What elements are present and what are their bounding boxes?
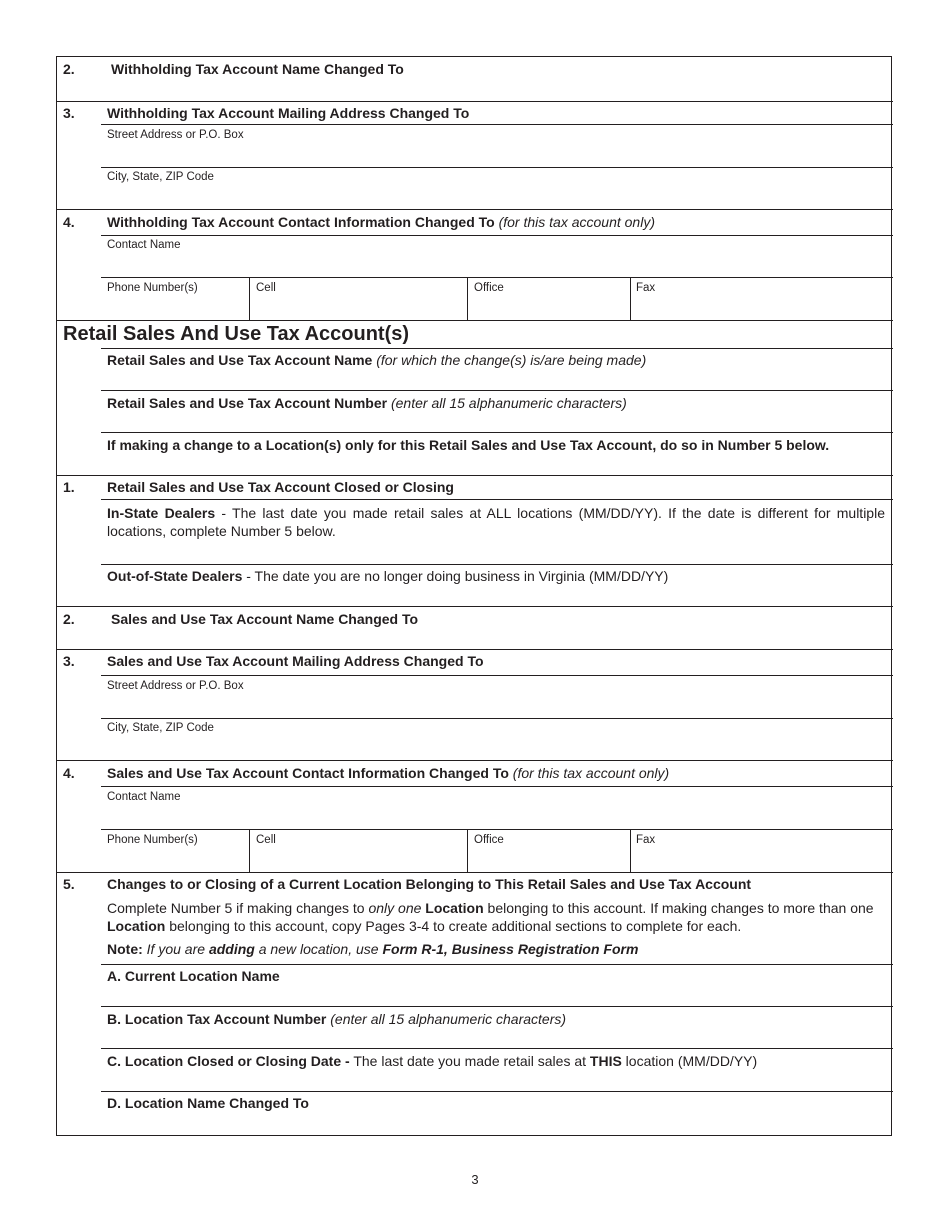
divider xyxy=(57,606,893,607)
phone-label: Phone Number(s) xyxy=(107,834,198,846)
cell-label: Cell xyxy=(256,282,276,294)
divider xyxy=(630,829,631,872)
divider xyxy=(467,277,468,320)
withholding-address-label: Withholding Tax Account Mailing Address Changed To xyxy=(107,105,470,121)
fax-label: Fax xyxy=(636,282,656,294)
retail-account-name-label: Retail Sales and Use Tax Account Name (for which the change(s) is/are being made) xyxy=(107,352,647,368)
retail-section-title: Retail Sales And Use Tax Account(s) xyxy=(63,323,410,345)
contact-name-label: Contact Name xyxy=(107,791,181,803)
divider xyxy=(101,786,893,787)
divider xyxy=(101,235,893,236)
sales-name-label: Sales and Use Tax Account Name Changed To xyxy=(111,611,419,627)
divider xyxy=(101,390,893,391)
divider xyxy=(249,277,250,320)
retail-account-number-label: Retail Sales and Use Tax Account Number (enter all 15 alphanumeric characters) xyxy=(107,395,627,411)
withholding-contact-label: Withholding Tax Account Contact Information Changed To (for this tax account only) xyxy=(107,214,655,230)
location-tax-number-label: B. Location Tax Account Number (enter all 15 alphanumeric characters) xyxy=(107,1011,567,1027)
current-location-name-label: A. Current Location Name xyxy=(107,968,280,984)
divider xyxy=(101,499,893,500)
item-number: 2. xyxy=(63,611,75,627)
cell-label: Cell xyxy=(256,834,276,846)
divider xyxy=(101,1048,893,1049)
item-number: 1. xyxy=(63,479,75,495)
city-field-label: City, State, ZIP Code xyxy=(107,171,214,183)
item-number: 3. xyxy=(63,105,75,121)
outstate-dealers-text: Out-of-State Dealers - The date you are no longer doing business in Virginia (MM/DD/YY) xyxy=(107,568,669,584)
divider xyxy=(101,167,893,168)
divider xyxy=(101,564,893,565)
location-changes-label: Changes to or Closing of a Current Location Belonging to This Retail Sales and Use Tax Account xyxy=(107,876,752,892)
divider xyxy=(101,1006,893,1007)
city-field-label: City, State, ZIP Code xyxy=(107,722,214,734)
divider xyxy=(101,718,893,719)
phone-label: Phone Number(s) xyxy=(107,282,198,294)
divider xyxy=(57,475,893,476)
item-number: 3. xyxy=(63,653,75,669)
form-page xyxy=(56,56,892,1136)
divider xyxy=(57,649,893,650)
divider xyxy=(101,124,893,125)
contact-name-label: Contact Name xyxy=(107,239,181,251)
sales-contact-label: Sales and Use Tax Account Contact Information Changed To (for this tax account only) xyxy=(107,765,670,781)
location-note: Note: If you are adding a new location, use Form R-1, Business Registration Form xyxy=(107,941,639,957)
office-label: Office xyxy=(474,834,504,846)
sales-address-label: Sales and Use Tax Account Mailing Address Changed To xyxy=(107,653,484,669)
street-field-label: Street Address or P.O. Box xyxy=(107,129,244,141)
divider xyxy=(101,277,893,278)
divider xyxy=(57,209,893,210)
item-number: 4. xyxy=(63,765,75,781)
page-number: 3 xyxy=(471,1172,479,1187)
divider xyxy=(57,872,893,873)
instate-dealers-text: In-State Dealers - The last date you made retail sales at ALL locations (MM/DD/YY). If the date is different for multiple locations, complete Number 5 below. xyxy=(107,505,885,539)
location-notice: If making a change to a Location(s) only for this Retail Sales and Use Tax Account, do so in Number 5 below. xyxy=(107,437,830,453)
divider xyxy=(101,675,893,676)
divider xyxy=(101,348,893,349)
item-number: 4. xyxy=(63,214,75,230)
item-number: 2. xyxy=(63,61,75,77)
divider xyxy=(630,277,631,320)
street-field-label: Street Address or P.O. Box xyxy=(107,680,244,692)
divider xyxy=(101,964,893,965)
location-closed-date-label: C. Location Closed or Closing Date - The last date you made retail sales at THIS location (MM/DD/YY) xyxy=(107,1053,758,1069)
divider xyxy=(467,829,468,872)
divider xyxy=(101,1091,893,1092)
location-instructions: Complete Number 5 if making changes to only one Location belonging to this account. If making changes to more than one Location belonging to this account, copy Pages 3-4 to create additional sections to complete for each. xyxy=(107,900,874,934)
office-label: Office xyxy=(474,282,504,294)
item-number: 5. xyxy=(63,876,75,892)
divider xyxy=(57,101,893,102)
divider xyxy=(57,320,893,321)
divider xyxy=(101,829,893,830)
divider xyxy=(249,829,250,872)
fax-label: Fax xyxy=(636,834,656,846)
divider xyxy=(101,432,893,433)
withholding-name-label: Withholding Tax Account Name Changed To xyxy=(111,61,404,77)
account-closed-label: Retail Sales and Use Tax Account Closed or Closing xyxy=(107,479,454,495)
location-name-changed-label: D. Location Name Changed To xyxy=(107,1095,309,1111)
divider xyxy=(57,760,893,761)
